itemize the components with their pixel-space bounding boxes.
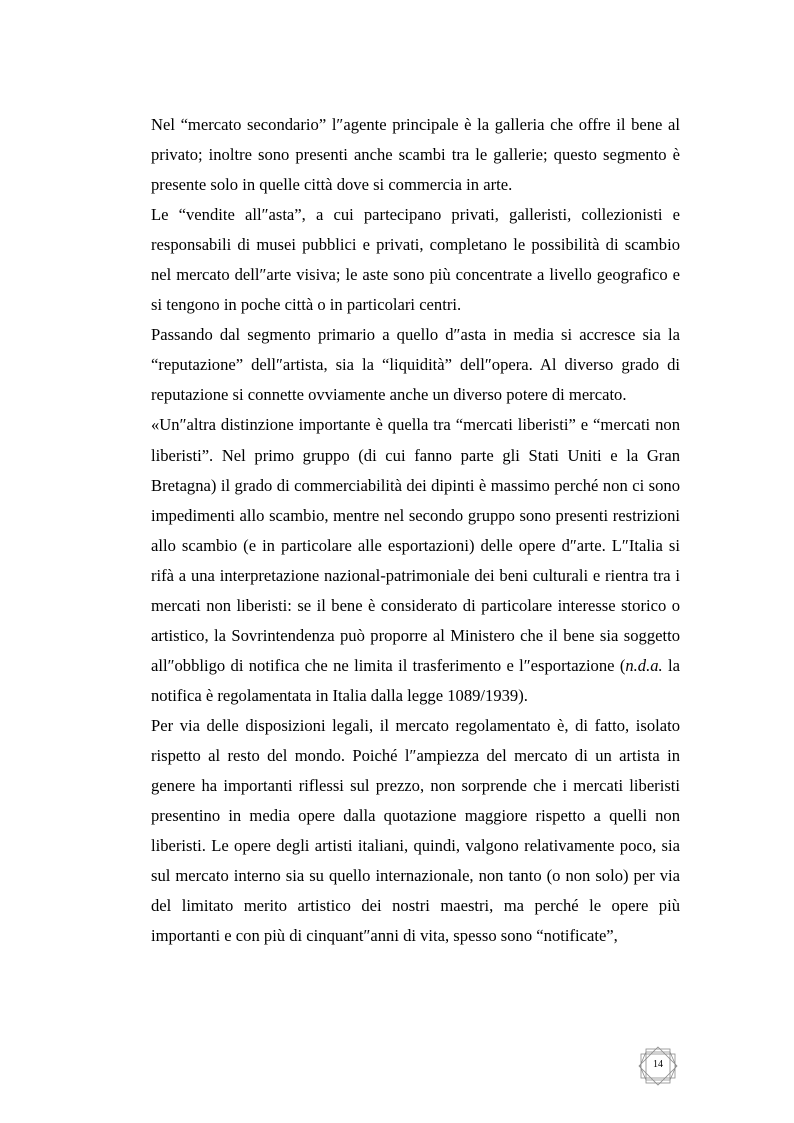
quote-text-after: la notifica è regolamentata in Italia dalla legge 1089/1939). [151,655,681,705]
page-number: 14 [653,1059,663,1070]
paragraph-reputazione: Passando dal segmento primario a quello d″asta in media si accresce sia la “reputazione” dell″artista, sia la “liquidità” dell″opera. Al diverso grado di reputazione si connette ovviamente anche un diverso potere di mercato. [151,325,680,405]
page-number-badge [638,1046,678,1086]
paragraph-mercati-liberisti [151,410,680,710]
paragraph-vendite-asta: Le “vendite all″asta”, a cui partecipano privati, galleristi, collezionisti e responsabili di musei pubblici e privati, completano le possibilità di scambio nel mercato dell″arte visiva; le aste sono più concentrate a livello geografico e si tengono in poche città o in particolari centri. [151,205,680,315]
quote-text-nda: n.d.a. [625,655,663,675]
paragraph-disposizioni-legali: Per via delle disposizioni legali, il mercato regolamentato è, di fatto, isolato rispetto al resto del mondo. Poiché l″ampiezza del mercato di un artista in genere ha importanti riflessi sul prezzo, non sorprende che i mercati liberisti presentino in media opere dalla quotazione maggiore rispetto a quelli non liberisti. Le opere degli artisti italiani, quindi, valgono relativamente poco, sia sul mercato interno sia su quello internazionale, non tanto (o non solo) per via del limitato merito artistico dei nostri maestri, ma perché le opere più importanti e con più di cinquant″anni di vita, spesso sono “notificate”, [151,715,680,946]
quote-text-before: «Un″altra distinzione importante è quella tra “mercati liberisti” e “mercati non liberisti”. Nel primo gruppo (di cui fanno parte gli Stati Uniti e la Gran Bretagna) il grado di commerciabilità dei dipinti è massimo perché non ci sono impedimenti allo scambio, mentre nel secondo gruppo sono presenti restrizioni allo scambio (e in particolare alle esportazioni) delle opere d″arte. L″Italia si rifà a una interpretazione nazional-patrimoniale dei beni culturali e rientra tra i mercati non liberisti: se il bene è considerato di particolare interesse storico o artistico, la Sovrintendenza può proporre al Ministero che il bene sia soggetto all″obbligo di notifica che ne limita il trasferimento e l″esportazione ( [151,415,680,675]
body-text [151,110,680,951]
paragraph-mercato-secondario: Nel “mercato secondario” l″agente principale è la galleria che offre il bene al privato; inoltre sono presenti anche scambi tra le gallerie; questo segmento è presente solo in quelle città dove si commercia in arte. [151,115,680,195]
